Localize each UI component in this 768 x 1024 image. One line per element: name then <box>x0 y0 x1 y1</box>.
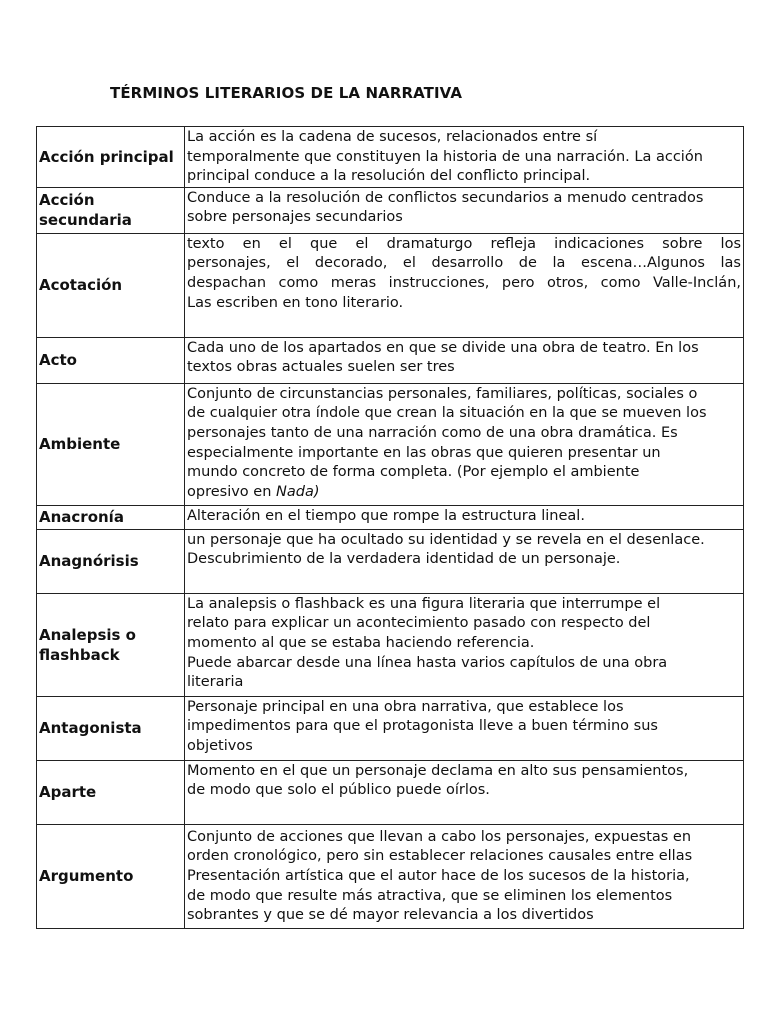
definition-line: La acción es la cadena de sucesos, relacionados entre sí <box>187 129 598 145</box>
definition-line: objetivos <box>187 737 253 754</box>
table-row <box>37 529 744 593</box>
definition-line: impedimentos para que el protagonista lleve a buen término sus <box>187 718 658 735</box>
glossary-table <box>36 126 744 929</box>
definition-line: mundo concreto de forma completa. (Por ejemplo el ambiente <box>187 464 640 481</box>
definition-line: literaria <box>187 674 244 691</box>
table-row <box>37 593 744 696</box>
term-cell <box>37 505 185 529</box>
table-row <box>37 233 744 337</box>
definition-cell <box>185 233 744 337</box>
term-cell <box>37 760 185 824</box>
term-label: Aparte <box>39 783 97 802</box>
definition-cell <box>185 127 744 188</box>
definition-line: Personaje principal en una obra narrativa, que establece los <box>187 698 624 715</box>
definition-line: principal conduce a la resolución del conflicto principal. <box>187 168 591 185</box>
table-row <box>37 505 744 529</box>
table-row <box>37 824 744 928</box>
term-label: Antagonista <box>39 719 142 738</box>
definition-cell <box>185 337 744 383</box>
term-cell <box>37 187 185 233</box>
table-row <box>37 187 744 233</box>
term-cell <box>37 337 185 383</box>
term-cell <box>37 233 185 337</box>
definition-line: La analepsis o flashback es una figura literaria que interrumpe el <box>187 595 661 612</box>
term-label: Acción principal <box>39 147 174 166</box>
table-row <box>37 696 744 760</box>
definition-cell <box>185 187 744 233</box>
definition-line: Puede abarcar desde una línea hasta varios capítulos de una obra <box>187 654 668 671</box>
table-row <box>37 127 744 188</box>
definition-line: despachan como meras instrucciones, pero otros, como Valle-Inclán, <box>187 274 741 291</box>
table-row <box>37 383 744 505</box>
term-cell <box>37 127 185 188</box>
definition-line: personajes, el decorado, el desarrollo de la escena…Algunos las <box>187 255 741 272</box>
definition-line: Momento en el que un personaje declama en alto sus pensamientos, <box>187 762 689 779</box>
term-label: secundaria <box>39 211 132 230</box>
term-label: Acotación <box>39 276 123 295</box>
definition-line: momento al que se estaba haciendo referencia. <box>187 634 535 651</box>
definition-cell <box>185 824 744 928</box>
term-label: Acción <box>39 191 95 210</box>
definition-line: orden cronológico, pero sin establecer relaciones causales entre ellas <box>187 848 693 865</box>
term-cell <box>37 696 185 760</box>
definition-line: textos obras actuales suelen ser tres <box>187 359 455 376</box>
term-label: flashback <box>39 645 120 664</box>
term-label: Argumento <box>39 867 134 886</box>
definition-cell <box>185 593 744 696</box>
definition-line: Presentación artística que el autor hace de los sucesos de la historia, <box>187 867 690 884</box>
definition-line <box>187 483 741 503</box>
term-label: Analepsis o <box>39 625 136 644</box>
definition-line: Descubrimiento de la verdadera identidad de un personaje. <box>187 551 621 568</box>
definition-text: opresivo en <box>187 483 277 500</box>
definition-line: de modo que resulte más atractiva, que se eliminen los elementos <box>187 887 673 904</box>
definition-line: Conjunto de acciones que llevan a cabo los personajes, expuestas en <box>187 828 692 845</box>
definition-cell <box>185 505 744 529</box>
term-cell <box>37 529 185 593</box>
definition-cell <box>185 696 744 760</box>
definition-cell <box>185 529 744 593</box>
definition-line: un personaje que ha ocultado su identidad y se revela en el desenlace. <box>187 531 705 548</box>
definition-line: sobrantes y que se dé mayor relevancia a los divertidos <box>187 907 594 924</box>
table-row <box>37 337 744 383</box>
definition-italic-title: Nada) <box>276 483 320 500</box>
definition-line: sobre personajes secundarios <box>187 209 403 226</box>
term-cell <box>37 824 185 928</box>
term-label: Acto <box>39 351 77 370</box>
term-label: Ambiente <box>39 435 121 454</box>
definition-cell <box>185 383 744 505</box>
definition-line: relato para explicar un acontecimiento pasado con respecto del <box>187 615 651 632</box>
table-row <box>37 760 744 824</box>
definition-line: Conduce a la resolución de conflictos secundarios a menudo centrados <box>187 189 704 206</box>
definition-line: temporalmente que constituyen la historia de una narración. La acción <box>187 148 703 165</box>
definition-line: Alteración en el tiempo que rompe la estructura lineal. <box>187 507 585 524</box>
term-label: Anagnórisis <box>39 552 139 571</box>
term-label: Anacronía <box>39 508 124 527</box>
definition-line: de cualquier otra índole que crean la situación en la que se mueven los <box>187 405 707 422</box>
definition-line: Las escriben en tono literario. <box>187 294 404 311</box>
definition-line: texto en el que el dramaturgo refleja indicaciones sobre los <box>187 235 741 252</box>
definition-line: especialmente importante en las obras que quieren presentar un <box>187 444 661 461</box>
term-cell <box>37 383 185 505</box>
definition-line: Cada uno de los apartados en que se divide una obra de teatro. En los <box>187 339 699 356</box>
definition-cell <box>185 760 744 824</box>
definition-line: personajes tanto de una narración como de una obra dramática. Es <box>187 424 678 441</box>
term-cell <box>37 593 185 696</box>
definition-line: Conjunto de circunstancias personales, familiares, políticas, sociales o <box>187 385 698 402</box>
definition-line: de modo que solo el público puede oírlos. <box>187 782 490 799</box>
page-title: TÉRMINOS LITERARIOS DE LA NARRATIVA <box>110 84 463 102</box>
